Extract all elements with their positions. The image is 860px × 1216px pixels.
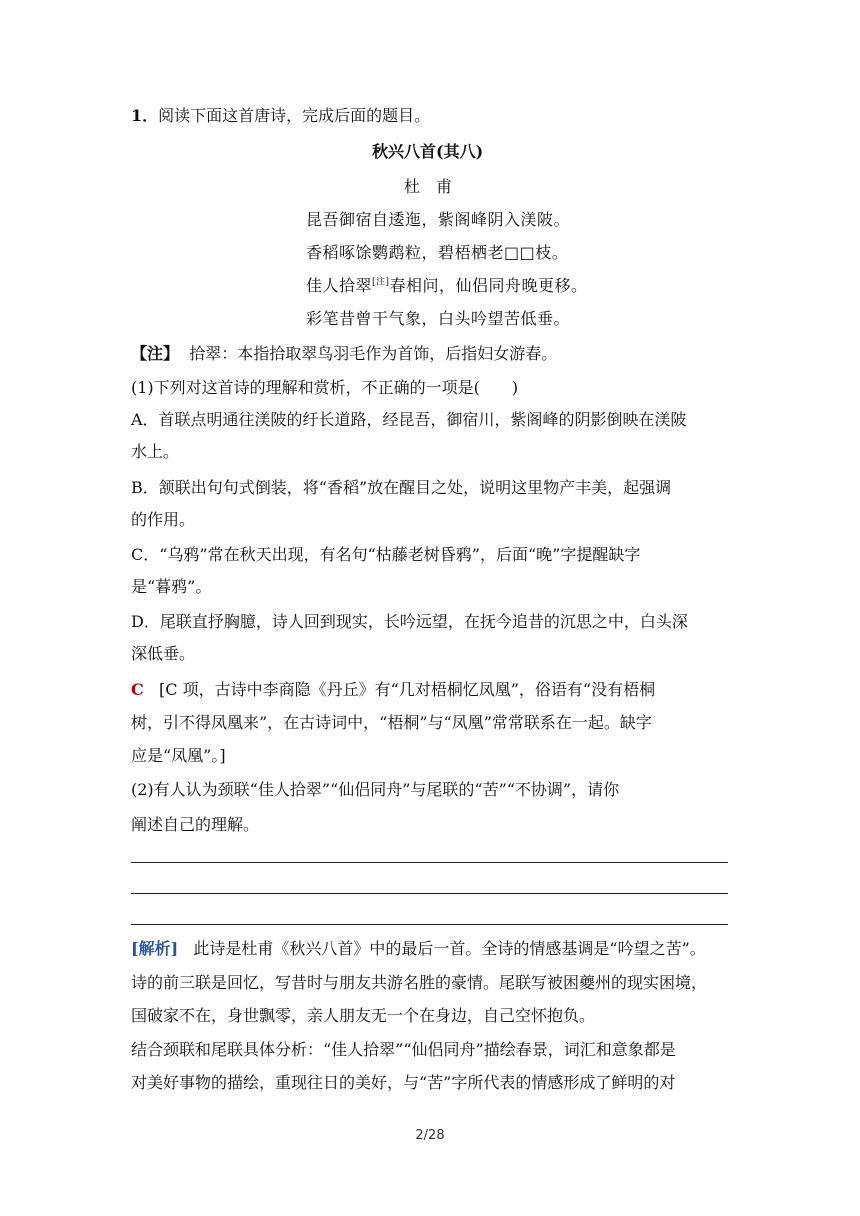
explanation-line-2: 树，引不得凤凰来”，在古诗词中，“梧桐”与“凤凰”常常联系在一起。缺字 <box>131 713 652 732</box>
poem-author: 杜 甫 <box>404 177 453 196</box>
sub1-stem: (1)下列对这首诗的理解和赏析，不正确的一项是( ) <box>131 378 519 397</box>
explanation-line-3: 应是“凤凰”。] <box>131 746 226 765</box>
question-prompt: 阅读下面这首唐诗，完成后面的题目。 <box>158 106 431 125</box>
answer-letter: C <box>131 680 144 699</box>
poem-line-3: 佳人拾翠[注]春相问，仙侣同舟晚更移。 <box>306 276 588 295</box>
answer-blank-line-2 <box>131 893 728 894</box>
analysis-line-3: 国破家不在，身世飘零，亲人朋友无一个在身边，自己空怀抱负。 <box>131 1006 596 1025</box>
poem-note <box>131 344 557 364</box>
option-b-line2: 的作用。 <box>131 510 196 529</box>
option-d-line1: D．尾联直抒胸臆，诗人回到现实，长吟远望，在抚今追昔的沉思之中，白头深 <box>131 612 688 631</box>
option-a-line1: A．首联点明通往渼陂的纡长道路，经昆吾，御宿川，紫阁峰的阴影倒映在渼陂 <box>131 410 687 429</box>
page-number: 2/28 <box>415 1128 445 1143</box>
question-number: 1． <box>131 106 159 125</box>
analysis-line-4: 结合颈联和尾联具体分析：“佳人拾翠”“仙侣同舟”描绘春景，词汇和意象都是 <box>131 1040 676 1059</box>
poem-line-4: 彩笔昔曾干气象，白头吟望苦低垂。 <box>306 309 571 328</box>
note-marker: [注] <box>372 277 390 288</box>
analysis-label: [解析] <box>131 939 179 958</box>
analysis-first: 此诗是杜甫《秋兴八首》中的最后一首。全诗的情感基调是“吟望之苦”。 <box>193 939 706 958</box>
poem-title: 秋兴八首(其八) <box>372 142 484 161</box>
note-label: 【注】 <box>131 344 180 363</box>
explanation-line-1: [C 项，古诗中李商隐《丹丘》有“几对梧桐忆凤凰”，俗语有“没有梧桐 <box>159 680 656 699</box>
option-a-line2: 水上。 <box>131 442 180 461</box>
answer-blank-line-1 <box>131 862 728 863</box>
note-text: 拾翠：本指拾取翠鸟羽毛作为首饰，后指妇女游春。 <box>189 344 558 363</box>
answer-blank-line-3 <box>131 924 728 925</box>
answer-line-1 <box>131 680 655 700</box>
analysis-line-1 <box>131 939 706 959</box>
option-d-line2: 深低垂。 <box>131 644 196 663</box>
question-header <box>131 106 430 126</box>
analysis-line-5: 对美好事物的描绘，重现往日的美好，与“苦”字所代表的情感形成了鲜明的对 <box>131 1073 676 1092</box>
analysis-line-2: 诗的前三联是回忆，写昔时与朋友共游名胜的豪情。尾联写被困夔州的现实困境， <box>131 973 708 992</box>
poem-line-2: 香稻啄馀鹦鹉粒，碧梧栖老□□枝。 <box>306 243 569 262</box>
sub2-stem-line2: 阐述自己的理解。 <box>131 815 260 834</box>
option-c-line1: C．“乌鸦”常在秋天出现，有名句“枯藤老树昏鸦”，后面“晚”字提醒缺字 <box>131 545 641 564</box>
poem-line-1: 昆吾御宿自逶迤，紫阁峰阴入渼陂。 <box>306 210 571 229</box>
sub2-stem-line1: (2)有人认为颈联“佳人拾翠”“仙侣同舟”与尾联的“苦”“不协调”，请你 <box>131 780 620 799</box>
option-c-line2: 是“暮鸦”。 <box>131 577 212 596</box>
option-b-line1: B．颔联出句句式倒装，将“香稻”放在醒目之处，说明这里物产丰美，起强调 <box>131 478 672 497</box>
